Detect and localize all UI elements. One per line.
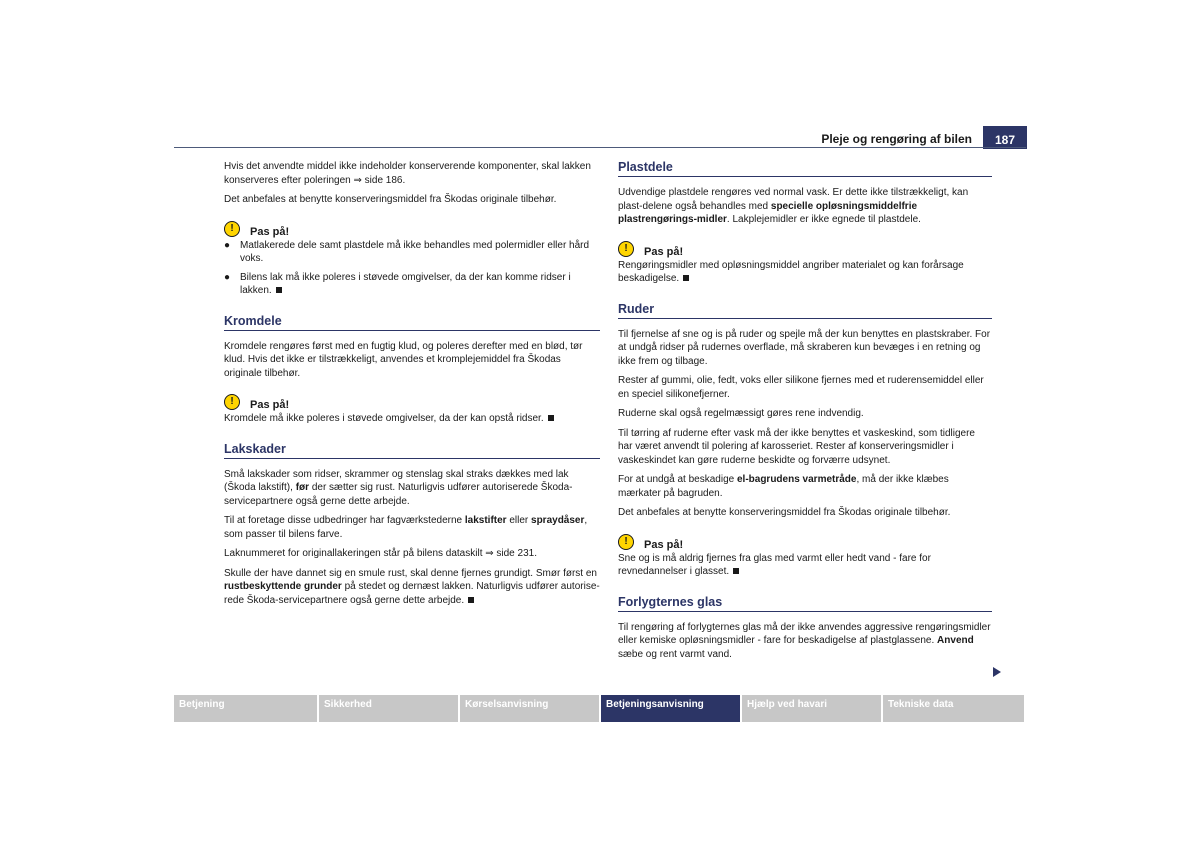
bold-text: rustbeskyttende grunder: [224, 581, 342, 592]
text-run: . Lakplejemidler er ikke egnede til plastdele.: [726, 214, 921, 225]
text-run: Til rengøring af forlygternes glas må der ikke anvendes aggressive rengøringsmidler eller kemiske opløsningsmidler - fare for beskadigelse af plastglassene.: [618, 621, 991, 646]
kromdele-paragraph: Kromdele rengøres først med en fugtig klud, og poleres derefter med en blød, tør klud. Hvis det ikke er tilstrækkeligt, anvendes et kromplejemiddel fra Škodas originale tilbehør.: [224, 340, 583, 379]
warning-bullet: [224, 239, 600, 266]
section-end-icon: [276, 287, 282, 293]
ruder-paragraph: Til tørring af ruderne efter vask må der ikke benyttes et vaskeskind, som tidligere har været anvendt til polering af karosseriet. Rester af konserveringsmidler i vaskeskindet kan gøre ruderne beskidte og forværre udsynet.: [618, 427, 975, 466]
warning-label: Pas på!: [644, 538, 684, 551]
bold-text: specielle opløsningsmiddelfrie plastrengørings-midler: [618, 200, 918, 225]
warning-text: [618, 552, 992, 579]
warning-label: Pas på!: [644, 245, 684, 258]
warning-icon: !: [618, 534, 634, 550]
warning-heading: [224, 394, 600, 410]
section-title-forlygter: Forlygternes glas: [618, 595, 992, 612]
bullet-icon: ●: [224, 239, 231, 251]
text-run: Til at foretage disse udbedringer har fagværkstederne: [224, 515, 465, 526]
next-page-arrow-icon[interactable]: [993, 667, 1001, 677]
warning-label: Pas på!: [250, 399, 290, 411]
warning-bullet-text: Matlakerede dele samt plastdele må ikke behandles med polermidler eller hård voks.: [240, 239, 590, 264]
warning-icon: !: [224, 221, 240, 237]
lakskader-paragraph: [224, 468, 600, 509]
warning-bullet: [224, 271, 600, 298]
warning-label: Pas på!: [250, 225, 290, 238]
section-end-icon: [468, 597, 474, 603]
warning-bullet-text: Bilens lak må ikke poleres i støvede omgivelser, da der kan komme ridser i lakken.: [240, 271, 571, 296]
ruder-paragraph: Ruderne skal også regelmæssigt gøres rene indvendig.: [618, 408, 864, 419]
section-title-plastdele: Plastdele: [618, 160, 992, 177]
bold-text: el-bagrudens varmetråde: [736, 474, 857, 485]
lakskader-paragraph: [224, 567, 600, 608]
section-end-icon: [683, 275, 689, 281]
warning-text-content: Kromdele må ikke poleres i støvede omgivelser, da der kan opstå ridser.: [224, 413, 544, 424]
tab-betjeningsanvisning[interactable]: Betjeningsanvisning: [601, 695, 740, 722]
chapter-tab-bar: [174, 695, 1024, 722]
ruder-paragraph: [618, 473, 992, 500]
text-run: Udvendige plastdele rengøres ved normal vask. Er dette ikke tilstrækkeligt, kan plast-delene også behandles med: [618, 187, 969, 212]
lakskader-paragraph: [224, 514, 600, 541]
ruder-paragraph: Rester af gummi, olie, fedt, voks eller silikone fjernes med et ruderensemiddel eller en speciel silikonefjerner.: [618, 375, 984, 400]
intro-paragraph: Hvis det anvendte middel ikke indeholder konserverende komponenter, skal lakken konserveres efter poleringen ⇒ side 186.: [224, 161, 591, 186]
bullet-icon: ●: [224, 271, 231, 283]
bold-text: før: [295, 482, 310, 493]
page-number: 187: [983, 126, 1027, 149]
section-title-kromdele: Kromdele: [224, 314, 600, 331]
warning-text-content: Rengøringsmidler med opløsningsmiddel angriber materialet og kan forårsage beskadigelse.: [618, 259, 964, 284]
lakskader-paragraph: Laknummeret for originallakeringen står på bilens dataskilt ⇒ side 231.: [224, 548, 537, 559]
header-rule: [174, 147, 1026, 148]
tab-tekniske-data[interactable]: Tekniske data: [883, 695, 1024, 722]
right-column: [618, 160, 992, 667]
warning-heading: [618, 241, 992, 257]
warning-icon: !: [618, 241, 634, 257]
tab-hjaelp-ved-havari[interactable]: Hjælp ved havari: [742, 695, 881, 722]
warning-text: [618, 259, 992, 286]
section-end-icon: [733, 568, 739, 574]
section-title-lakskader: Lakskader: [224, 442, 600, 459]
text-run: sæbe og rent varmt vand.: [618, 648, 732, 660]
ruder-paragraph: Til fjernelse af sne og is på ruder og spejle må der kun benyttes en plastskraber. For at undgå ridser på rudernes overflade, må skraberen kun bevæges i en retning og ikke frem og tilbage.: [618, 328, 991, 367]
tab-sikkerhed[interactable]: Sikkerhed: [319, 695, 458, 722]
text-run: der sætter sig rust. Naturligvis udfører autoriserede Škoda-servicepartnere også gerne dette arbejde.: [224, 482, 573, 507]
text-run: For at undgå at beskadige: [618, 474, 737, 485]
warning-heading: [224, 221, 600, 237]
text-run: Skulle der have dannet sig en smule rust, skal denne fjernes grundigt. Smør først en: [224, 567, 597, 579]
bold-text: lakstifter: [464, 515, 507, 526]
section-title-ruder: Ruder: [618, 302, 992, 319]
text-run: , som passer til bilens farve.: [224, 515, 588, 540]
warning-text-content: Sne og is må aldrig fjernes fra glas med varmt eller hedt vand - fare for revnedannelser i glasset.: [618, 552, 931, 577]
left-column: [224, 160, 600, 613]
page-header-title: Pleje og rengøring af bilen: [821, 132, 972, 146]
ruder-paragraph: Det anbefales at benytte konserveringsmiddel fra Škodas originale tilbehør.: [618, 507, 951, 518]
tab-korselsanvisning[interactable]: Kørselsanvisning: [460, 695, 599, 722]
bold-text: spraydåser: [531, 515, 585, 526]
text-run: på stedet og dernæst lakken. Naturligvis udfører autorise-rede Škoda-servicepartnere også gerne dette arbejde.: [224, 581, 600, 606]
warning-heading: [618, 534, 992, 550]
bold-text: Anvend: [937, 635, 974, 646]
section-end-icon: [548, 415, 554, 421]
tab-betjening[interactable]: Betjening: [174, 695, 317, 722]
warning-icon: !: [224, 394, 240, 410]
plastdele-paragraph: [618, 186, 992, 227]
warning-text: [224, 412, 600, 426]
text-run: Små lakskader som ridser, skrammer og stenslag skal straks dækkes med lak (Škoda lakstift),: [224, 468, 569, 493]
text-run: , må der ikke klæbes mærkater på bagruden.: [618, 474, 949, 499]
intro-paragraph: Det anbefales at benytte konserveringsmiddel fra Škodas originale tilbehør.: [224, 194, 557, 205]
text-run: eller: [506, 515, 532, 526]
forlygter-paragraph: [618, 621, 992, 662]
